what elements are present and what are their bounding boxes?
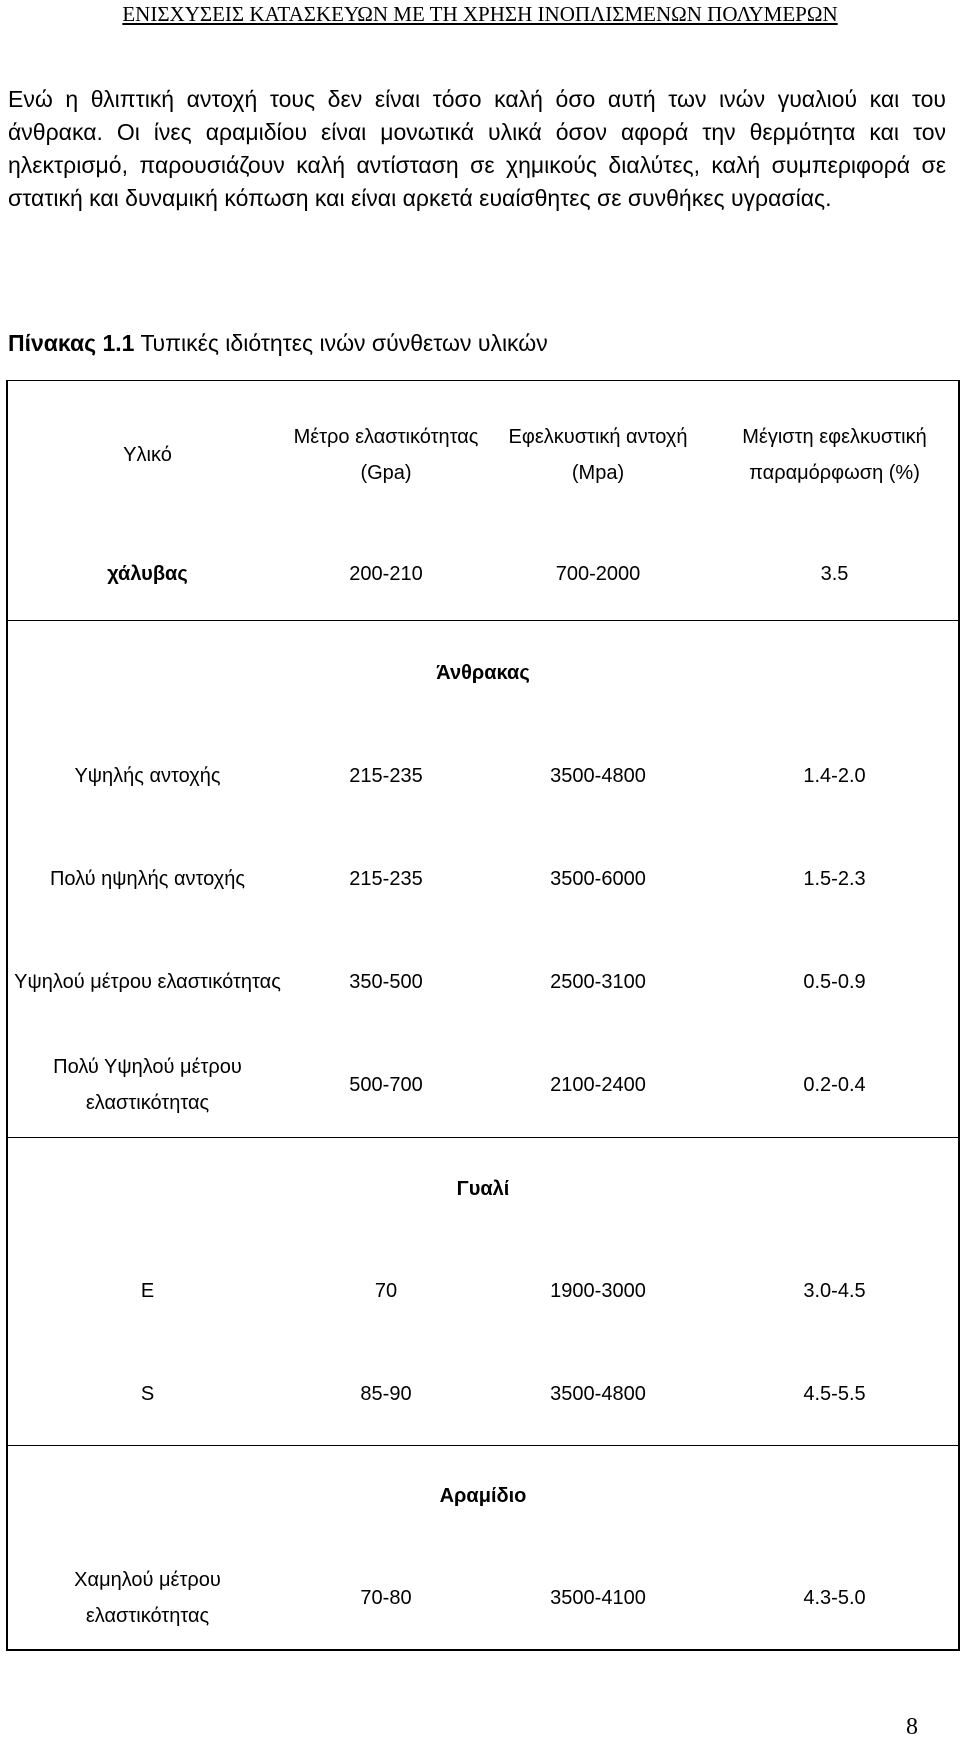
- table-caption-text: Τυπικές ιδιότητες ινών σύνθετων υλικών: [134, 330, 548, 356]
- header-max-strain: Μέγιστη εφελκυστική παραμόρφωση (%): [711, 381, 959, 529]
- cell-max-strain: 4.3-5.0: [711, 1547, 959, 1650]
- cell-modulus: 500-700: [349, 1074, 423, 1097]
- cell-max-strain: 3.5: [711, 529, 959, 621]
- running-header: [0, 0, 960, 34]
- body-paragraph: Ενώ η θλιπτική αντοχή τους δεν είναι τόσο καλή όσο αυτή των ινών γυαλιού και του άνθρακα. Οι ίνες αραμιδίου είναι μονωτικά υλικά όσον αφορά την θερμότητα και τον ηλεκτρισμό, παρουσιάζουν καλή αντίσταση σε χημικούς διαλύτες, καλή συμπεριφορά σε στατική και δυναμική κόπωση και είναι αρκετά ευαίσθητες σε συνθήκες υγρασίας.: [8, 86, 946, 211]
- cell-modulus: 200-210: [349, 563, 423, 586]
- section-row-carbon: [7, 621, 959, 725]
- table-row: [7, 1547, 959, 1650]
- table-row: [7, 828, 959, 931]
- row-name: E: [7, 1240, 287, 1343]
- table-row: [7, 1240, 959, 1343]
- section-title-glass: Γυαλί: [7, 1138, 959, 1240]
- row-name: χάλυβας: [7, 529, 287, 621]
- fiber-properties-table: [6, 380, 960, 1651]
- cell-tensile-strength: 2100-2400: [550, 1074, 646, 1097]
- cell-tensile-strength: 3500-4100: [485, 1547, 711, 1650]
- table-caption-label: Πίνακας 1.1: [8, 330, 135, 356]
- cell-tensile-strength: 700-2000: [555, 563, 641, 586]
- cell-modulus: 85-90: [360, 1382, 412, 1405]
- header-title: ΕΝΙΣΧΥΣΕΙΣ ΚΑΤΑΣΚΕΥΩΝ ΜΕ ΤΗ ΧΡΗΣΗ ΙΝΟΠΛΙΣΜΕΝΩΝ ΠΟΛΥΜΕΡΩΝ: [122, 2, 838, 26]
- cell-modulus: 70: [374, 1280, 398, 1302]
- cell-max-strain: 1.4-2.0: [711, 725, 959, 828]
- cell-max-strain: 1.5-2.3: [711, 828, 959, 931]
- table-row: [7, 1034, 959, 1138]
- cell-max-strain: 0.5-0.9: [711, 931, 959, 1034]
- cell-max-strain: 4.5-5.5: [711, 1343, 959, 1446]
- cell-modulus: 215-235: [349, 765, 423, 787]
- page-number: 8: [906, 1714, 918, 1740]
- row-name: Υψηλής αντοχής: [7, 725, 287, 828]
- cell-modulus: 70-80: [287, 1547, 485, 1650]
- header-tensile-strength: Εφελκυστική αντοχή (Mpa): [485, 381, 711, 529]
- header-modulus: Μέτρο ελαστικότητας (Gpa): [287, 381, 485, 529]
- table-row: [7, 1343, 959, 1446]
- table-header-row: [7, 381, 959, 529]
- section-row-glass: [7, 1138, 959, 1240]
- cell-tensile-strength: 3500-6000: [550, 868, 646, 890]
- cell-modulus: 215-235: [349, 868, 423, 890]
- row-name: Πολύ Υψηλού μέτρου ελαστικότητας: [7, 1034, 287, 1138]
- cell-tensile-strength: 3500-4800: [550, 765, 646, 787]
- table-row: [7, 931, 959, 1034]
- row-name: Χαμηλού μέτρου ελαστικότητας: [7, 1547, 287, 1650]
- table-caption: [8, 328, 548, 358]
- cell-max-strain: 0.2-0.4: [711, 1034, 959, 1138]
- section-title-aramid: Αραμίδιο: [7, 1446, 959, 1547]
- table-row: [7, 725, 959, 828]
- header-material: Υλικό: [7, 381, 287, 529]
- section-row-aramid: [7, 1446, 959, 1547]
- cell-tensile-strength: 1900-3000: [550, 1280, 646, 1302]
- table-row: [7, 529, 959, 621]
- cell-tensile-strength: 3500-4800: [550, 1382, 646, 1405]
- cell-modulus: 350-500: [349, 971, 423, 993]
- row-name: Πολύ ηψηλής αντοχής: [7, 828, 287, 931]
- row-name: Υψηλού μέτρου ελαστικότητας: [7, 931, 287, 1034]
- section-title-carbon: Άνθρακας: [7, 621, 959, 725]
- cell-max-strain: 3.0-4.5: [711, 1240, 959, 1343]
- row-name: S: [7, 1343, 287, 1446]
- cell-tensile-strength: 2500-3100: [550, 971, 646, 993]
